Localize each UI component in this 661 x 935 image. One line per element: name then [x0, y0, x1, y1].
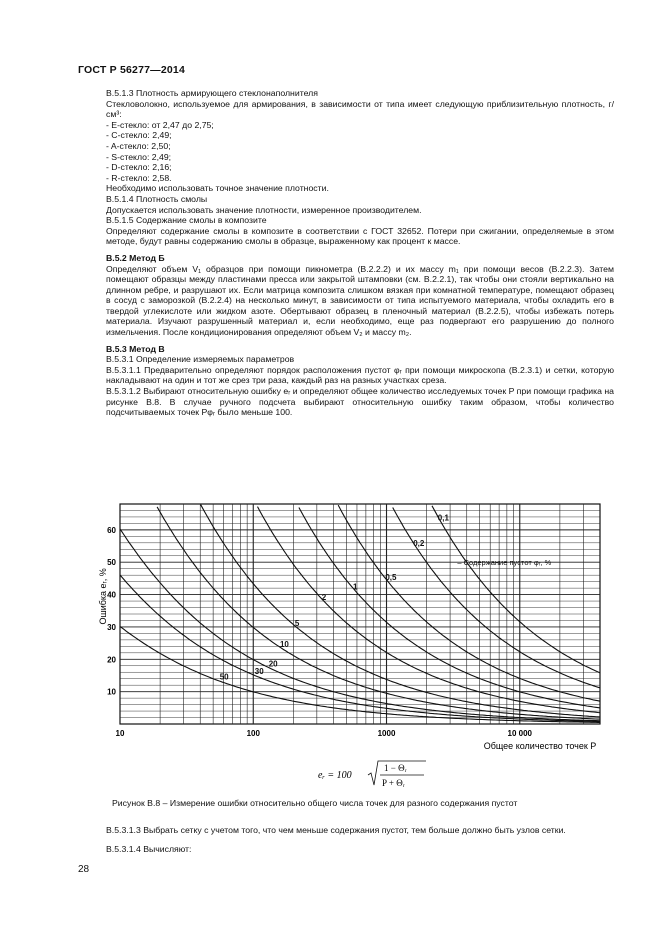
series-line: [393, 508, 600, 688]
section-heading-method-c: В.5.3 Метод В: [106, 343, 165, 354]
series-line: [258, 507, 601, 713]
series-label: 10: [279, 639, 289, 649]
series-line: [432, 506, 600, 673]
series-label: 50: [219, 672, 229, 682]
paragraph-glass-density: Стекловолокно, используемое для армирования, в зависимости от типа имеет следующую приблизительную плотность, г/см³:: [106, 98, 614, 120]
paragraph-note: Необходимо использовать точное значение плотности.: [106, 183, 329, 194]
y-tick-label: 60: [107, 525, 116, 535]
tail-text: [106, 816, 614, 863]
paragraph-5313: В.5.3.1.3 Выбрать сетку с учетом того, что чем меньше содержания пустот, тем больше должно быть узлов сетки.: [106, 824, 566, 835]
section-heading-resin-content: В.5.1.5 Содержание смолы в композите: [106, 215, 267, 226]
series-label: 0,1: [437, 513, 449, 523]
legend-label: – Содержание пустот φᵣ, %: [457, 558, 552, 568]
paragraph-5311: В.5.3.1.1 Предварительно определяют порядок расположения пустот φᵣ при помощи микроскопа (В.2.3.1) и сетки, которую накладывают на один и тот же срез три раза, каждый раз на разных участках среза.: [106, 364, 615, 386]
y-tick-label: 30: [107, 622, 116, 632]
body-text: [106, 88, 614, 418]
document-header: ГОСТ Р 56277—2014: [78, 64, 186, 76]
paragraph-resin-density: Допускается использовать значение плотности, измеренное производителем.: [106, 204, 422, 215]
section-heading-resin-density: В.5.1.4 Плотность смолы: [106, 193, 208, 204]
series-line: [338, 505, 600, 701]
series-line: [120, 575, 600, 722]
list-item: - S-стекло: 2,49;: [106, 151, 172, 162]
y-tick-label: 50: [107, 558, 116, 568]
series-label: 0,2: [413, 538, 425, 548]
series-label: 0,5: [385, 573, 397, 583]
formula-lhs: eᵣ = 100: [318, 770, 352, 781]
section-heading-method-b: В.5.2 Метод Б: [106, 252, 165, 263]
y-tick-label: 20: [107, 655, 116, 665]
formula-numerator: 1 − Θᵣ: [384, 763, 407, 773]
error-chart: [96, 494, 616, 756]
section-heading-params: В.5.3.1 Определение измеряемых параметров: [106, 354, 295, 365]
series-label: 2: [321, 593, 327, 603]
paragraph-5314: В.5.3.1.4 Вычисляют:: [106, 843, 192, 854]
x-tick-label: 10 000: [507, 729, 533, 738]
series-label: 20: [268, 659, 278, 669]
formula: [318, 758, 438, 794]
section-heading-glass-density: В.5.1.3 Плотность армирующего стеклонаполнителя: [106, 88, 318, 98]
figure-caption: Рисунок В.8 – Измерение ошибки относительно общего числа точек для разного содержания пустот: [112, 798, 518, 808]
paragraph-5312: В.5.3.1.2 Выбирают относительную ошибку eᵣ и определяют общее количество исследуемых точек P при помощи графика на рисунке В.8. В случае ручного подсчета выбирают относительную ошибку таким образом, чтобы количество подсчитываемых точек Pφᵣ было меньше 100.: [106, 386, 614, 418]
x-axis-label: Общее количество точек P: [483, 741, 597, 751]
list-item: - R-стекло: 2,58.: [106, 172, 172, 183]
list-item: - C-стекло: 2,49;: [106, 130, 172, 141]
page-number: 28: [78, 864, 90, 875]
list-item: - A-стекло: 2,50;: [106, 140, 171, 151]
list-item: - D-стекло: 2,16;: [106, 162, 172, 173]
y-tick-label: 40: [107, 590, 116, 600]
y-tick-label: 10: [107, 687, 116, 697]
formula-graphic: [318, 758, 438, 792]
x-tick-label: 10: [115, 729, 125, 738]
formula-denominator: P + Θᵣ: [382, 778, 405, 788]
paragraph-method-b: Определяют объем V₁ образцов при помощи пикнометра (В.2.2.2) и их массу m₁ при помощи весов (В.2.2.3). Затем помещают образцы между пластинами пресса или закрытой штамповки (см. В.2.2.1), так чтобы они стояли вертикально на длинном ребре, и разрушают их. Если матрица композита слишком вязкая при комнатной температуре, помещают образец в сосуд с заморозкой (В.2.2.4) на несколько минут, в зависимости от типа испытуемого материала, чтобы охладить его в твердой углекислоте или жидком азоте. Обертывают образец в пленочный материал (В.2.2.5), чтобы избежать потерь материала. Изучают разрушенный материал и, если необходимо, еще раз подвергают его разрушению до полного измельчения. После кондиционирования определяют объем V₂ и массу m₂.: [106, 263, 614, 338]
series-label: 30: [254, 667, 264, 677]
list-item: - E-стекло: от 2,47 до 2,75;: [106, 119, 214, 130]
series-label: 1: [352, 582, 358, 592]
series-label: 5: [294, 619, 300, 629]
x-tick-label: 1000: [377, 729, 396, 738]
x-tick-label: 100: [246, 729, 260, 738]
paragraph-resin-content: Определяют содержание смолы в композите в соответствии с ГОСТ 32652. Потери при сжигании, определяемые в этом методе, будут равны содержанию смолы в образце, выраженному как процент к массе.: [106, 225, 614, 247]
y-axis-label: Ошибка eᵣ, %: [98, 568, 108, 625]
